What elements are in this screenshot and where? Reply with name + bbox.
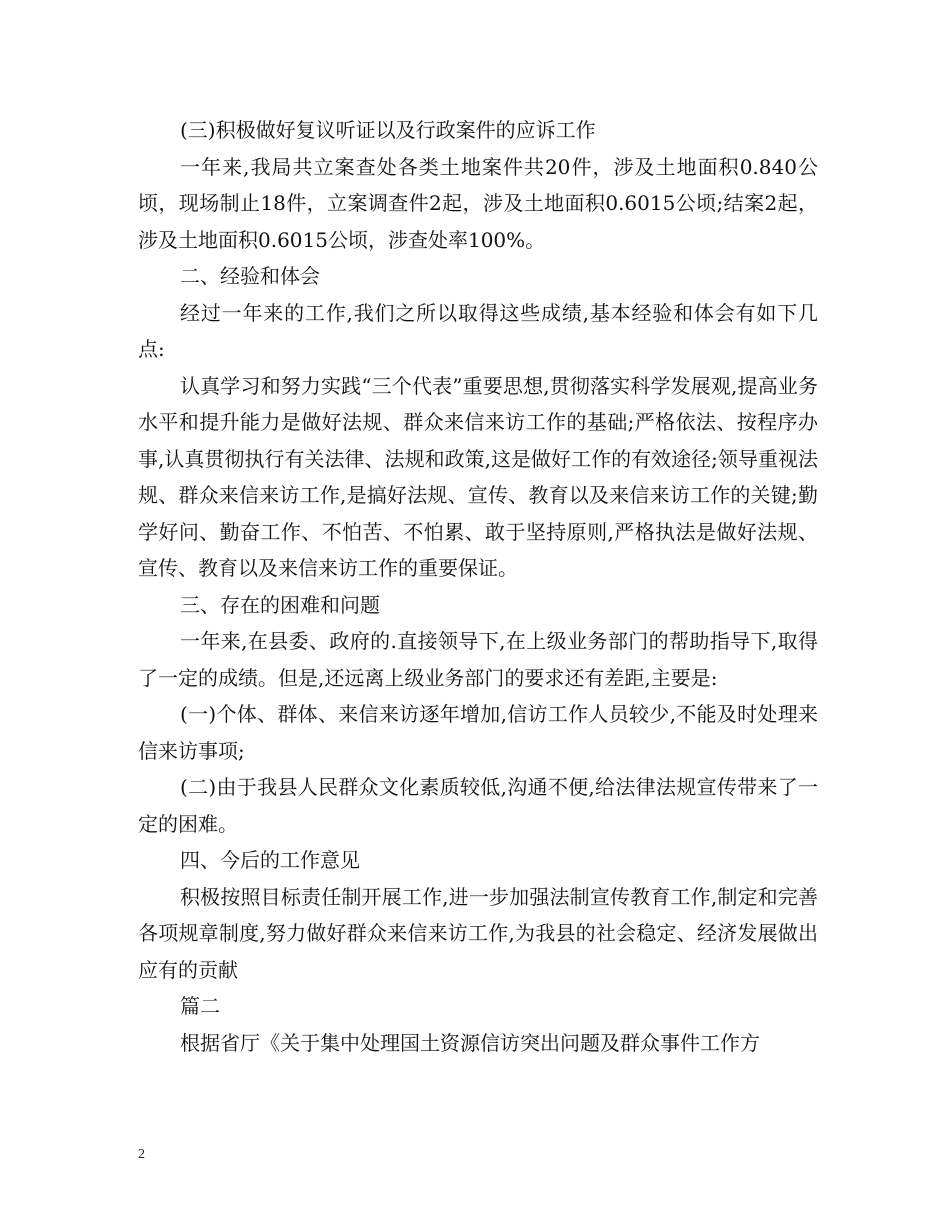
document-body <box>138 112 818 1061</box>
section-heading-2: 二、经验和体会 <box>180 264 320 288</box>
paragraph-2: 一年来,我局共立案查处各类土地案件共20件，涉及土地面积0.840公顷，现场制止18件，立案调查件2起，涉及土地面积0.6015公顷;结案2起，涉及土地面积0.6015公顷，涉查处率100%。 <box>138 154 818 252</box>
section-heading-part-two: 篇二 <box>180 994 220 1018</box>
paragraph-1: (三)积极做好复议听证以及行政案件的应诉工作 <box>180 118 596 142</box>
paragraph-7: (二)由于我县人民群众文化素质较低,沟通不便,给法律法规宣传带来了一定的困难。 <box>138 775 818 836</box>
section-heading-3: 三、存在的困难和问题 <box>180 592 380 617</box>
paragraph-5: 一年来,在县委、政府的.直接领导下,在上级业务部门的帮助指导下,取得了一定的成绩。但是,还远离上级业务部门的要求还有差距,主要是: <box>138 629 818 690</box>
paragraph-6: (一)个体、群体、来信来访逐年增加,信访工作人员较少,不能及时处理来信来访事项; <box>138 702 818 763</box>
paragraph-4: 认真学习和努力实践“三个代表”重要思想,贯彻落实科学发展观,提高业务水平和提升能力是做好法规、群众来信来访工作的基础;严格依法、按程序办事,认真贯彻执行有关法律、法规和政策,这是做好工作的有效途径;领导重视法规、群众来信来访工作,是搞好法规、宣传、教育以及来信来访工作的关键;勤学好问、勤奋工作、不怕苦、不怕累、敢于坚持原则,严格执法是做好法规、宣传、教育以及来信来访工作的重要保证。 <box>138 373 818 580</box>
paragraph-9: 根据省厅《关于集中处理国土资源信访突出问题及群众事件工作方 <box>180 1030 760 1055</box>
section-heading-4: 四、今后的工作意见 <box>180 848 360 872</box>
paragraph-3: 经过一年来的工作,我们之所以取得这些成绩,基本经验和体会有如下几点: <box>138 300 818 361</box>
paragraph-8: 积极按照目标责任制开展工作,进一步加强法制宣传教育工作,制定和完善各项规章制度,努力做好群众来信来访工作,为我县的社会稳定、经济发展做出应有的贡献 <box>138 884 818 982</box>
page-number: 2 <box>138 1147 145 1162</box>
